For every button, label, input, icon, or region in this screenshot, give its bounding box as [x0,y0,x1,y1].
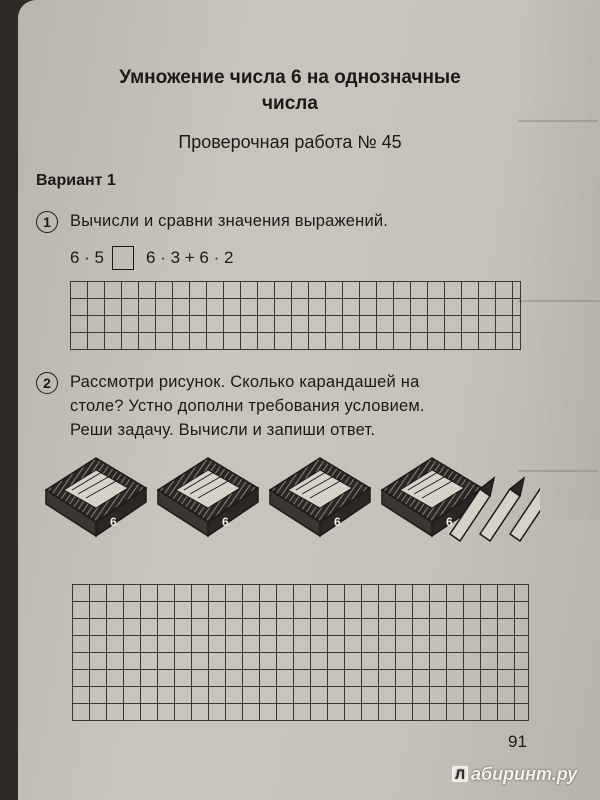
task-1-text: Вычисли и сравни значения выражений. [70,212,389,230]
test-subtitle: Проверочная работа № 45 [178,132,402,152]
pencil-box-label: 6 [446,515,453,529]
pencil-box-label: 6 [334,515,341,529]
expression-left: 6 · 5 [70,248,105,267]
page-title-line1: Умножение числа 6 на однозначные [119,67,461,88]
pencils-illustration [40,450,540,550]
task-2-text-line1: Рассмотри рисунок. Сколько карандашей на [70,373,420,391]
comparison-answer-box[interactable] [112,246,134,270]
page-number: 91 [508,732,527,751]
task-2-text-line3: Реши задачу. Вычисли и запиши ответ. [70,421,376,439]
pencil-box-label: 6 [110,515,117,529]
page-title-line2: числа [262,93,318,114]
watermark-text: абиринт.ру [471,764,578,784]
watermark [452,764,577,785]
task-2-text-line2: столе? Устно дополни требования условием. [70,397,425,415]
bleed-through-line [518,300,600,302]
bleed-through-line [518,120,598,122]
answer-grid-task-1[interactable] [70,281,521,350]
pencil-box [46,458,146,536]
task-2-number: 2 [36,372,58,394]
expression-right: 6 · 3 + 6 · 2 [146,248,234,267]
labirint-logo-icon: Л [452,766,468,782]
pencil-box [270,458,370,536]
pencil-box [158,458,258,536]
comparison-expression [70,246,233,270]
task-1-number: 1 [36,211,58,233]
answer-grid-task-2[interactable] [72,584,529,721]
variant-label: Вариант 1 [36,172,116,189]
pencil-box-label: 6 [222,515,229,529]
